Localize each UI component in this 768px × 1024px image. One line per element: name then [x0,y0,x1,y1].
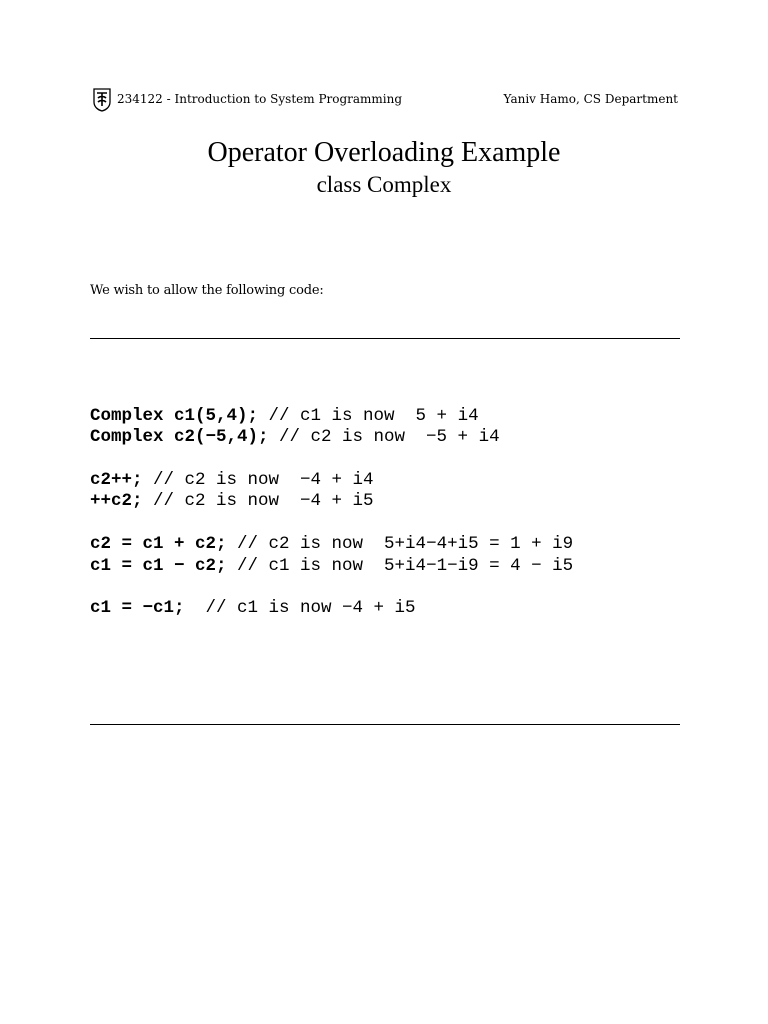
code-statement: c2 = c1 + c2; [90,534,227,554]
code-statement: c1 = c1 − c2; [90,556,227,576]
course-title: 234122 - Introduction to System Programming [117,92,403,106]
page-header [93,88,678,112]
code-statement: ++c2; [90,491,143,511]
code-comment: // c1 is now −4 + i5 [184,598,416,618]
code-line [90,534,573,555]
top-divider [90,338,680,339]
code-comment: // c2 is now −4 + i5 [142,491,374,511]
intro-text: We wish to allow the following code: [90,283,324,298]
code-comment: // c1 is now 5 + i4 [258,406,479,426]
code-line [90,470,374,491]
page-subtitle: class Complex [316,172,452,197]
code-statement: Complex c2(−5,4); [90,427,269,447]
code-comment: // c2 is now 5+i4−4+i5 = 1 + i9 [226,534,574,554]
code-statement: c1 = −c1; [90,598,185,618]
code-statement: Complex c1(5,4); [90,406,259,426]
code-line [90,556,573,577]
bottom-divider [90,724,680,725]
code-line [90,427,500,448]
code-line [90,598,416,619]
code-comment: // c2 is now −5 + i4 [268,427,500,447]
page-title: Operator Overloading Example [207,137,561,168]
code-statement: c2++; [90,470,143,490]
code-line [90,406,479,427]
code-line [90,491,374,512]
code-comment: // c1 is now 5+i4−1−i9 = 4 − i5 [226,556,574,576]
author-name: Yaniv Hamo, CS Department [503,92,678,106]
code-comment: // c2 is now −4 + i4 [142,470,374,490]
technion-logo-icon [93,88,111,112]
